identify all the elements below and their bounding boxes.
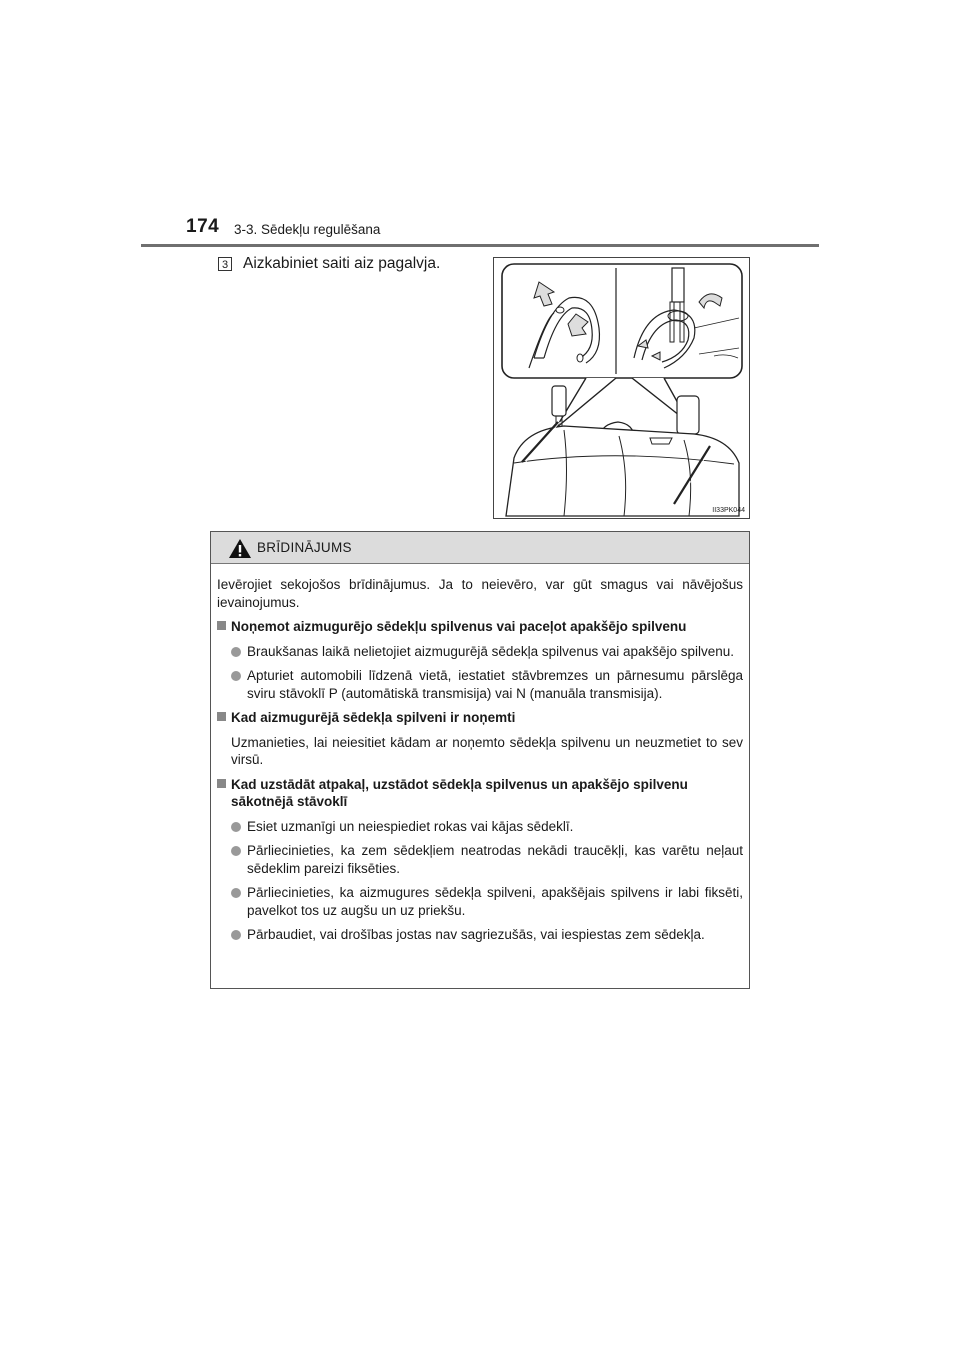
list-item-text: Pārliecinieties, ka aizmugures sēdekļa spilveni, apakšējais spilvens ir labi fiksēti, pavelkot tos uz augšu un uz priekšu.	[247, 885, 743, 918]
round-bullet-icon	[231, 888, 241, 898]
list-item-text: Pārliecinieties, ka zem sēdekļiem neatrodas nekādi traucēkļi, kas varētu neļaut sēdeklim pareizi fiksēties.	[247, 843, 743, 876]
square-bullet-icon	[217, 712, 226, 721]
round-bullet-icon	[231, 647, 241, 657]
list-item	[231, 926, 743, 944]
list-item	[231, 842, 743, 877]
warning-box	[210, 531, 750, 989]
section-title: 3-3. Sēdekļu regulēšana	[234, 222, 381, 237]
paragraph-text: Uzmanieties, lai neiesitiet kādam ar noņemto sēdekļa spilvenu un neuzmetiet to sev virsū.	[231, 734, 743, 767]
round-bullet-icon	[231, 671, 241, 681]
header-rule	[141, 244, 819, 247]
figure-code: II33PK044	[712, 507, 745, 514]
list-item-text: Braukšanas laikā nelietojiet aizmugurējā sēdekļa spilvenus vai apakšējo spilvenu.	[247, 643, 735, 659]
page-number: 174	[186, 216, 220, 237]
warning-header	[211, 532, 749, 564]
list-item	[231, 818, 743, 836]
subheading-text: Kad aizmugurējā sēdekļa spilveni ir noņemti	[231, 710, 516, 725]
subheading-text: Kad uzstādāt atpakaļ, uzstādot sēdekļa spilvenus un apakšējo spilvenu sākotnējā stāvoklī	[231, 776, 688, 809]
list-item	[231, 667, 743, 702]
list-item	[231, 643, 743, 661]
list-item	[231, 884, 743, 919]
subheading-reinstalling	[217, 776, 743, 811]
warning-body	[211, 564, 749, 944]
warning-intro: Ievērojiet sekojošos brīdinājumus. Ja to neievēro, var gūt smagus vai nāvējošus ievainojumus.	[217, 577, 743, 610]
list-item-text: Esiet uzmanīgi un neiespiediet rokas vai kājas sēdeklī.	[247, 818, 574, 834]
step-instruction: Aizkabiniet saiti aiz pagalvja.	[243, 255, 441, 272]
square-bullet-icon	[217, 621, 226, 630]
seat-strap-illustration	[493, 257, 750, 519]
step-number-badge: 3	[218, 257, 232, 271]
square-bullet-icon	[217, 779, 226, 788]
list-item-text: Apturiet automobili līdzenā vietā, iestatiet stāvbremzes un pārnesumu pārslēga sviru stāvoklī P (automātiskā transmisija) vai N (manuāla transmisija).	[247, 668, 743, 701]
list-item-text: Pārbaudiet, vai drošības jostas nav sagriezušās, vai iespiestas zem sēdekļa.	[247, 927, 705, 942]
warning-title: BRĪDINĀJUMS	[257, 540, 352, 555]
round-bullet-icon	[231, 930, 241, 940]
round-bullet-icon	[231, 846, 241, 856]
subheading-text: Noņemot aizmugurējo sēdekļu spilvenus vai paceļot apakšējo spilvenu	[231, 619, 687, 634]
warning-triangle-icon	[228, 538, 252, 559]
subheading-removing-cushions	[217, 618, 743, 636]
seat-illustration-svg	[494, 258, 749, 518]
round-bullet-icon	[231, 822, 241, 832]
subheading-cushions-removed	[217, 709, 743, 727]
